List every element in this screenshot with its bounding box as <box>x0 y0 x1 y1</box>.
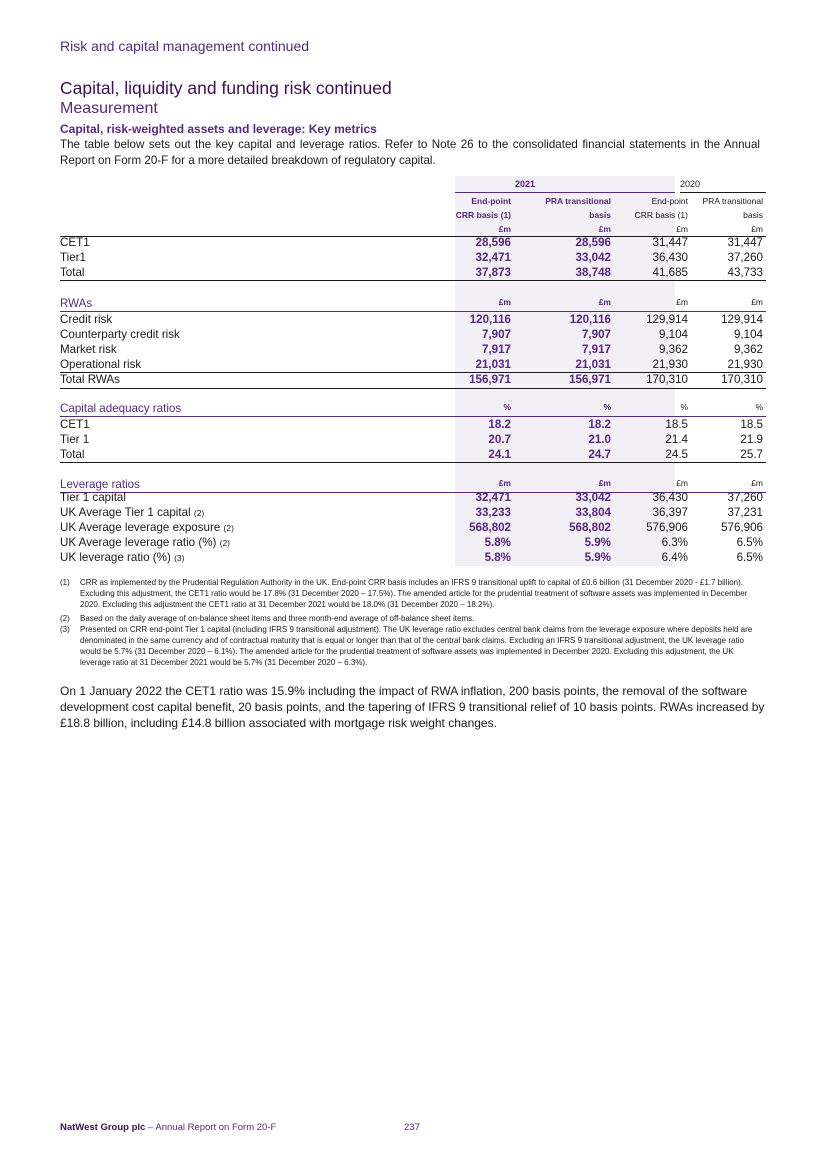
cell: 38,748 <box>575 266 611 279</box>
col-header: basis <box>589 210 611 220</box>
cell: 36,430 <box>652 251 688 264</box>
table-row <box>60 343 766 358</box>
total-rule <box>60 280 766 281</box>
footnote-ref: (3) <box>174 553 185 563</box>
cell: 25.7 <box>740 448 763 461</box>
col-header: End-point <box>651 196 688 206</box>
footnote-ref: (2) <box>193 508 205 518</box>
cell: 18.5 <box>665 418 688 431</box>
page-number: 237 <box>404 1122 420 1133</box>
table-row <box>60 266 766 281</box>
col-header-row-2 <box>60 210 766 225</box>
cell: 36,397 <box>652 506 688 519</box>
section-header-row <box>60 297 766 312</box>
table-row <box>60 373 766 388</box>
row-label: Operational risk <box>60 358 142 371</box>
table-row <box>60 506 766 521</box>
total-rule <box>60 388 766 389</box>
closing-paragraph: On 1 January 2022 the CET1 ratio was 15.9% including the impact of RWA inflation, 200 basis points, the removal of the software development cost capital benefit, 20 basis points, and the tapering of IFRS 9 transitional relief of 10 basis points. RWAs increased by £18.8 billion, including £14.8 billion associated with mortgage risk weight changes. <box>60 684 765 730</box>
table-row <box>60 358 766 373</box>
footnote-number: (3) <box>60 625 70 634</box>
row-label <box>60 491 126 504</box>
table-heading: Capital, risk-weighted assets and leverage: Key metrics <box>60 122 377 136</box>
cell: 33,233 <box>475 506 511 519</box>
cell: 5.9% <box>584 536 611 549</box>
row-label: CET1 <box>60 418 90 431</box>
footnote-number: (1) <box>60 578 70 587</box>
cell: 21,031 <box>475 358 511 371</box>
cell: 41,685 <box>652 266 688 279</box>
cell: 33,804 <box>575 506 611 519</box>
table-row <box>60 236 766 251</box>
cell: 568,802 <box>569 521 611 534</box>
section-label: Leverage ratios <box>60 478 140 491</box>
footer-document: – Annual Report on Form 20-F <box>145 1122 277 1133</box>
cell: 170,310 <box>721 373 763 386</box>
row-label <box>60 536 230 549</box>
col-header: End-point <box>471 196 511 206</box>
cell: 568,802 <box>469 521 511 534</box>
col-unit: £m <box>676 224 688 234</box>
row-label: Total RWAs <box>60 373 120 386</box>
running-header: Risk and capital management continued <box>60 38 310 54</box>
cell: 5.9% <box>584 551 611 564</box>
year-2021-rule <box>455 192 675 193</box>
cell: 32,471 <box>475 491 511 504</box>
section-header-row <box>60 402 766 417</box>
cell: 21.4 <box>665 433 688 446</box>
unit: £m <box>676 297 688 307</box>
row-label-text: UK Average leverage ratio (%) <box>60 536 217 549</box>
cell: 5.8% <box>484 551 511 564</box>
cell: 6.3% <box>661 536 688 549</box>
unit: % <box>503 402 511 412</box>
year-2020-label: 2020 <box>680 179 701 189</box>
table-row <box>60 251 766 266</box>
cell: 33,042 <box>575 491 611 504</box>
unit: £m <box>598 297 611 307</box>
table-row <box>60 418 766 433</box>
cell: 576,906 <box>721 521 763 534</box>
row-label: Total <box>60 266 85 279</box>
cell: 33,042 <box>575 251 611 264</box>
cell: 6.5% <box>736 551 763 564</box>
col-header: basis <box>743 210 763 220</box>
unit: £m <box>598 478 611 488</box>
row-label: Total <box>60 448 85 461</box>
total-rule <box>60 462 766 463</box>
table-row <box>60 328 766 343</box>
footnote-ref: (2) <box>223 523 234 533</box>
row-label: Counterparty credit risk <box>60 328 180 341</box>
cell: 21.9 <box>740 433 763 446</box>
cell: 21,930 <box>727 358 763 371</box>
unit: % <box>603 402 611 412</box>
cell: 156,971 <box>469 373 511 386</box>
unit: £m <box>676 478 688 488</box>
cell: 20.7 <box>488 433 511 446</box>
cell: 31,447 <box>652 236 688 249</box>
cell: 9,362 <box>658 343 688 356</box>
section-rule <box>60 311 766 312</box>
cell: 7,917 <box>481 343 511 356</box>
row-label-text: Tier 1 capital <box>60 491 126 504</box>
section-rule <box>60 416 766 417</box>
unit: % <box>755 402 763 412</box>
cell: 129,914 <box>721 313 763 326</box>
section-label: RWAs <box>60 297 93 310</box>
unit: % <box>680 402 688 412</box>
cell: 5.8% <box>484 536 511 549</box>
cell: 37,873 <box>475 266 511 279</box>
unit: £m <box>751 297 763 307</box>
footnote-1 <box>60 577 766 613</box>
cell: 37,231 <box>727 506 763 519</box>
cell: 9,104 <box>658 328 688 341</box>
page-title: Capital, liquidity and funding risk continued <box>60 78 392 98</box>
cell: 18.2 <box>488 418 511 431</box>
cell: 170,310 <box>646 373 688 386</box>
cell: 120,116 <box>469 313 511 326</box>
cell: 28,596 <box>575 236 611 249</box>
footnote-ref: (2) <box>219 538 231 548</box>
cell: 18.2 <box>588 418 611 431</box>
row-label: Market risk <box>60 343 117 356</box>
row-label: CET1 <box>60 236 90 249</box>
row-label-text: UK leverage ratio (%) <box>60 551 171 564</box>
col-header: PRA transitional <box>545 196 611 206</box>
col-header: PRA transitional <box>702 196 763 206</box>
footnote-3 <box>60 624 766 672</box>
table-row <box>60 313 766 328</box>
row-label: Credit risk <box>60 313 113 326</box>
col-header: CRR basis (1) <box>634 210 688 220</box>
table-row <box>60 521 766 536</box>
cell: 43,733 <box>727 266 763 279</box>
cell: 7,907 <box>581 328 611 341</box>
row-label: Tier 1 <box>60 433 90 446</box>
col-unit: £m <box>498 224 511 234</box>
cell: 576,906 <box>646 521 688 534</box>
row-label <box>60 506 204 519</box>
cell: 24.1 <box>488 448 511 461</box>
cell: 18.5 <box>740 418 763 431</box>
unit: £m <box>751 478 763 488</box>
cell: 36,430 <box>652 491 688 504</box>
page-footer <box>60 1122 276 1133</box>
cell: 24.7 <box>588 448 611 461</box>
cell: 129,914 <box>646 313 688 326</box>
footnote-text: Presented on CRR end-point Tier 1 capital (including IFRS 9 transitional adjustment). The UK leverage ratio excludes central bank claims from the leverage exposure where deposits held are denominated in the same currency and of contractual maturity that is equal or longer than that of the central bank claims. Excluding an IFRS 9 transitional adjustment, the UK leverage ratio would be 5.7% (31 December 2020 – 6.1%). The amended article for the prudential treatment of software assets was implemented in December 2020. Excluding this adjustment, the UK leverage ratio at 31 December 2021 would be 5.7% (31 December 2020 – 6.3%). <box>80 625 753 667</box>
cell: 24.5 <box>665 448 688 461</box>
cell: 156,971 <box>569 373 611 386</box>
row-label <box>60 521 234 534</box>
footnote-text: Based on the daily average of on-balance sheet items and three month-end average of off-balance sheet items. <box>80 614 475 623</box>
footnote-number: (2) <box>60 614 70 623</box>
table-row <box>60 551 766 566</box>
table-row <box>60 536 766 551</box>
section-label: Capital adequacy ratios <box>60 402 182 415</box>
cell: 31,447 <box>727 236 763 249</box>
unit: £m <box>498 297 511 307</box>
cell: 6.4% <box>661 551 688 564</box>
row-label-text: UK Average leverage exposure <box>60 521 221 534</box>
cell: 21.0 <box>588 433 611 446</box>
intro-paragraph: The table below sets out the key capital and leverage ratios. Refer to Note 26 to the consolidated financial statements in the Annual Report on Form 20-F for a more detailed breakdown of regulatory capital. <box>60 138 760 167</box>
table-row <box>60 433 766 448</box>
row-label-text: UK Average Tier 1 capital <box>60 506 191 519</box>
footnote-text: CRR as implemented by the Prudential Regulation Authority in the UK. End-point CRR basis includes an IFRS 9 transitional uplift to capital of £0.6 billion (31 December 2020 - £1.7 billion). Excluding this adjustment, the CET1 ratio would be 17.8% (31 December 2020 – 17.5%). The amended article for the prudential treatment of software assets was implemented in December 2020. Excluding this adjustment the CET1 ratio at 31 December 2021 would be 18.0% (31 December 2020 – 18.2%). <box>80 578 748 609</box>
cell: 32,471 <box>475 251 511 264</box>
row-label <box>60 551 184 564</box>
footer-company: NatWest Group plc <box>60 1122 146 1133</box>
cell: 7,907 <box>481 328 511 341</box>
cell: 6.5% <box>736 536 763 549</box>
section-subtitle: Measurement <box>60 100 158 117</box>
cell: 28,596 <box>475 236 511 249</box>
cell: 21,031 <box>575 358 611 371</box>
cell: 37,260 <box>727 491 763 504</box>
col-unit: £m <box>751 224 763 234</box>
col-header-row-1 <box>60 196 766 211</box>
year-2021-label: 2021 <box>515 179 536 189</box>
table-row <box>60 448 766 463</box>
cell: 9,362 <box>733 343 763 356</box>
cell: 37,260 <box>727 251 763 264</box>
col-header: CRR basis (1) <box>455 210 511 220</box>
unit: £m <box>498 478 511 488</box>
table-row <box>60 491 766 506</box>
cell: 21,930 <box>652 358 688 371</box>
cell: 7,917 <box>581 343 611 356</box>
col-unit: £m <box>598 224 611 234</box>
cell: 120,116 <box>569 313 611 326</box>
row-label: Tier1 <box>60 251 86 264</box>
year-2020-rule <box>680 192 766 193</box>
cell: 9,104 <box>733 328 763 341</box>
